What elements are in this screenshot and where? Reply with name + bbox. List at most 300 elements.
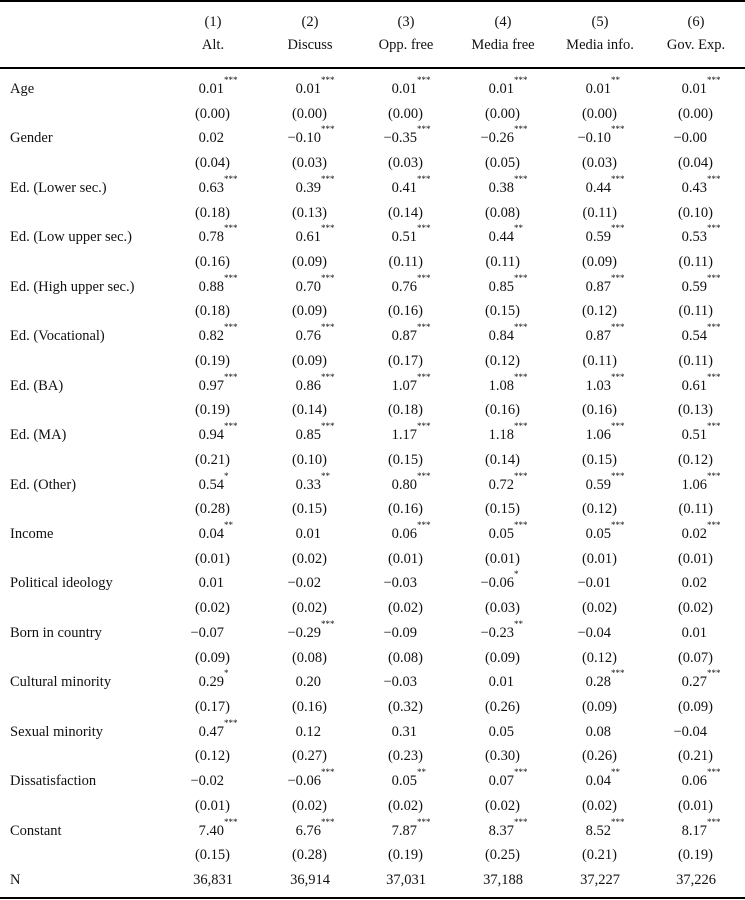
significance-stars: *** (514, 371, 528, 382)
coefficient-cell (585, 519, 625, 542)
standard-error-cell: (0.03) (291, 155, 327, 172)
coefficient-value: 0.61 (681, 377, 707, 394)
coefficient-value: 0.01 (585, 81, 611, 97)
coefficient-value: 0.85 (488, 278, 514, 295)
significance-stars: * (514, 569, 519, 580)
significance-stars: *** (707, 421, 721, 432)
coefficient-value: 0.85 (295, 427, 321, 444)
coefficient-cell (287, 575, 321, 591)
coefficient-cell (585, 668, 625, 691)
coefficient-cell (198, 668, 229, 691)
standard-error-cell: (0.15) (581, 451, 617, 468)
significance-stars: *** (224, 816, 238, 827)
significance-stars: ** (611, 767, 620, 778)
coefficient-value: 0.61 (295, 229, 321, 246)
significance-stars: ** (224, 519, 233, 530)
coefficient-value: 0.29 (198, 674, 224, 691)
standard-error-cell: (0.11) (582, 204, 617, 221)
coefficient-value: 0.01 (198, 575, 224, 592)
significance-stars: *** (611, 668, 625, 679)
coefficient-cell (586, 724, 611, 740)
coefficient-cell (295, 272, 335, 295)
coefficient-value: 0.59 (585, 476, 611, 493)
coefficient-cell (681, 223, 721, 246)
coefficient-value: 0.06 (391, 525, 417, 542)
coefficient-cell (585, 816, 625, 839)
standard-error-cell: (0.18) (194, 303, 230, 320)
coefficient-value: 0.01 (681, 81, 707, 97)
coefficient-value: 0.41 (391, 179, 417, 196)
significance-stars: *** (611, 223, 625, 234)
coefficient-cell (681, 173, 721, 196)
coefficient-value: 0.01 (295, 525, 321, 542)
coefficient-cell (392, 724, 417, 740)
coefficient-cell (198, 272, 238, 295)
standard-error-cell: (0.11) (678, 254, 713, 271)
column-label: Alt. (201, 37, 225, 53)
coefficient-value: −0.03 (383, 674, 417, 691)
coefficient-value: 0.44 (585, 179, 611, 196)
coefficient-value: 0.20 (295, 674, 321, 691)
standard-error-cell: (0.27) (291, 748, 327, 765)
coefficient-cell (585, 767, 620, 790)
coefficient-value: 0.78 (198, 229, 224, 246)
observations-cell: 36,914 (290, 872, 330, 889)
coefficient-cell (190, 625, 224, 641)
standard-error-cell: (0.01) (194, 550, 230, 567)
standard-error-cell: (0.12) (581, 501, 617, 518)
standard-error-cell: (0.15) (291, 501, 327, 518)
coefficient-cell (198, 519, 233, 542)
coefficient-cell (681, 767, 721, 790)
coefficient-cell (190, 773, 224, 789)
column-label: Media info. (566, 37, 634, 53)
coefficient-value: 0.59 (585, 229, 611, 246)
coefficient-cell (198, 816, 238, 839)
coefficient-cell (198, 322, 238, 345)
coefficient-cell (585, 421, 625, 444)
coefficient-cell (295, 75, 335, 97)
standard-error-cell: (0.03) (387, 155, 423, 172)
standard-error-cell: (0.16) (291, 699, 327, 715)
coefficient-value: 0.87 (585, 328, 611, 345)
coefficient-value: 0.33 (295, 476, 321, 493)
significance-stars: *** (611, 421, 625, 432)
standard-error-cell: (0.00) (581, 105, 617, 122)
standard-error-cell: (0.21) (194, 451, 230, 468)
coefficient-cell (488, 272, 528, 295)
coefficient-cell (681, 371, 721, 394)
significance-stars: *** (707, 223, 721, 234)
standard-error-cell: (0.11) (582, 352, 617, 369)
row-label: Dissatisfaction (10, 773, 97, 790)
coefficient-value: 0.44 (488, 229, 514, 246)
coefficient-cell (681, 816, 721, 839)
bottom-rule (0, 897, 745, 899)
coefficient-cell (391, 173, 431, 196)
significance-stars: *** (514, 124, 528, 135)
row-label: Gender (10, 130, 53, 147)
standard-error-cell: (0.01) (677, 550, 713, 567)
standard-error-cell: (0.14) (387, 204, 423, 221)
standard-error-cell: (0.02) (387, 600, 423, 617)
coefficient-cell (585, 371, 625, 394)
coefficient-value: 0.02 (681, 525, 707, 542)
standard-error-cell: (0.23) (387, 748, 423, 765)
coefficient-cell (488, 767, 528, 790)
coefficient-value: 0.80 (391, 476, 417, 493)
coefficient-value: −0.23 (480, 624, 514, 641)
significance-stars: *** (514, 75, 528, 85)
column-label: Gov. Exp. (666, 37, 726, 53)
column-number: (4) (494, 14, 512, 30)
standard-error-cell: (0.21) (581, 847, 617, 864)
standard-error-cell: (0.01) (387, 550, 423, 567)
significance-stars: *** (514, 767, 528, 778)
header-rule (0, 67, 745, 69)
significance-stars: *** (611, 519, 625, 530)
coefficient-value: 0.82 (198, 328, 224, 345)
standard-error-cell: (0.25) (484, 847, 520, 864)
coefficient-cell (295, 322, 335, 345)
significance-stars: *** (321, 371, 335, 382)
coefficient-value: 0.02 (681, 575, 707, 592)
coefficient-cell (198, 223, 238, 246)
standard-error-cell: (0.00) (484, 105, 520, 122)
coefficient-value: 0.70 (295, 278, 321, 295)
significance-stars: *** (611, 173, 625, 184)
standard-error-cell: (0.03) (484, 600, 520, 617)
significance-stars: ** (417, 767, 426, 778)
significance-stars: *** (514, 322, 528, 333)
standard-error-cell: (0.12) (581, 303, 617, 320)
coefficient-value: 0.87 (585, 278, 611, 295)
significance-stars: *** (707, 816, 721, 827)
coefficient-cell (585, 75, 620, 97)
coefficient-cell (391, 322, 431, 345)
standard-error-cell: (0.00) (677, 105, 713, 122)
significance-stars: *** (417, 124, 431, 135)
coefficient-cell (295, 816, 335, 839)
standard-error-cell: (0.04) (194, 155, 230, 172)
coefficient-cell (383, 625, 417, 641)
significance-stars: *** (224, 421, 238, 432)
column-number: (6) (687, 14, 705, 30)
significance-stars: *** (514, 421, 528, 432)
coefficient-cell (198, 421, 238, 444)
significance-stars: *** (224, 371, 238, 382)
coefficient-cell (198, 470, 229, 493)
coefficient-cell (681, 75, 721, 97)
significance-stars: *** (611, 816, 625, 827)
standard-error-cell: (0.11) (388, 254, 423, 271)
standard-error-cell: (0.12) (581, 649, 617, 666)
coefficient-value: −0.00 (673, 130, 707, 147)
standard-error-cell: (0.09) (484, 649, 520, 666)
standard-error-cell: (0.16) (194, 254, 230, 271)
coefficient-value: 0.04 (585, 773, 611, 790)
standard-error-cell: (0.10) (291, 451, 327, 468)
row-label: Political ideology (10, 575, 113, 592)
coefficient-value: 8.37 (488, 822, 514, 839)
coefficient-value: 0.76 (295, 328, 321, 345)
coefficient-value: 0.08 (585, 723, 611, 740)
standard-error-cell: (0.01) (581, 550, 617, 567)
coefficient-cell (681, 668, 721, 691)
standard-error-cell: (0.00) (291, 105, 327, 122)
significance-stars: *** (321, 272, 335, 283)
coefficient-cell (295, 371, 335, 394)
standard-error-cell: (0.09) (581, 699, 617, 715)
coefficient-cell (391, 223, 431, 246)
standard-error-cell: (0.05) (484, 155, 520, 172)
coefficient-value: 0.04 (198, 525, 224, 542)
significance-stars: *** (514, 816, 528, 827)
coefficient-cell (296, 724, 321, 740)
row-label: Ed. (Other) (10, 476, 77, 493)
coefficient-value: 0.05 (488, 525, 514, 542)
coefficient-value: 1.08 (488, 377, 514, 394)
standard-error-cell: (0.04) (677, 155, 713, 172)
coefficient-cell (682, 625, 707, 641)
row-label: Ed. (BA) (10, 377, 64, 394)
top-rule (0, 0, 745, 2)
coefficient-cell (198, 75, 238, 97)
coefficient-cell (480, 569, 519, 592)
standard-error-cell: (0.09) (291, 254, 327, 271)
coefficient-cell (488, 470, 528, 493)
standard-error-cell: (0.28) (194, 501, 230, 518)
coefficient-cell (287, 618, 335, 641)
coefficient-value: 0.59 (681, 278, 707, 295)
standard-error-cell: (0.11) (485, 254, 520, 271)
coefficient-value: 8.52 (585, 822, 611, 839)
coefficient-cell (383, 674, 417, 690)
standard-error-cell: (0.00) (194, 105, 230, 122)
coefficient-cell (391, 371, 431, 394)
standard-error-cell: (0.12) (194, 748, 230, 765)
observations-cell: 36,831 (193, 872, 233, 889)
standard-error-cell: (0.16) (387, 501, 423, 518)
significance-stars: *** (611, 322, 625, 333)
coefficient-value: 0.01 (198, 81, 224, 97)
standard-error-cell: (0.28) (291, 847, 327, 864)
coefficient-cell (199, 575, 224, 591)
significance-stars: *** (707, 767, 721, 778)
standard-error-cell: (0.14) (291, 402, 327, 419)
observations-cell: 37,226 (676, 872, 716, 889)
coefficient-value: 1.06 (681, 476, 707, 493)
coefficient-value: 0.43 (681, 179, 707, 196)
standard-error-cell: (0.26) (484, 699, 520, 715)
coefficient-cell (488, 223, 523, 246)
coefficient-cell (488, 519, 528, 542)
coefficient-value: −0.02 (190, 773, 224, 790)
significance-stars: *** (321, 322, 335, 333)
column-number: (2) (301, 14, 319, 30)
coefficient-value: 0.87 (391, 328, 417, 345)
standard-error-cell: (0.01) (194, 797, 230, 814)
significance-stars: *** (224, 75, 238, 85)
coefficient-cell (673, 724, 707, 740)
coefficient-cell (585, 470, 625, 493)
standard-error-cell: (0.09) (291, 303, 327, 320)
coefficient-value: 0.54 (198, 476, 224, 493)
standard-error-cell: (0.13) (291, 204, 327, 221)
standard-error-cell: (0.21) (677, 748, 713, 765)
standard-error-cell: (0.09) (581, 254, 617, 271)
significance-stars: *** (514, 470, 528, 481)
significance-stars: *** (707, 371, 721, 382)
row-label: Sexual minority (10, 723, 104, 740)
coefficient-cell (199, 130, 224, 146)
coefficient-value: 0.05 (488, 723, 514, 740)
standard-error-cell: (0.16) (387, 303, 423, 320)
coefficient-value: 0.01 (681, 624, 707, 641)
coefficient-cell (480, 124, 528, 147)
standard-error-cell: (0.19) (677, 847, 713, 864)
coefficient-cell (681, 519, 721, 542)
coefficient-value: 0.51 (391, 229, 417, 246)
significance-stars: *** (514, 519, 528, 530)
coefficient-cell (488, 75, 528, 97)
standard-error-cell: (0.11) (678, 303, 713, 320)
column-label: Discuss (287, 37, 333, 53)
standard-error-cell: (0.12) (677, 451, 713, 468)
coefficient-value: −0.01 (577, 575, 611, 592)
significance-stars: *** (224, 322, 238, 333)
coefficient-cell (480, 618, 523, 641)
significance-stars: *** (321, 124, 335, 135)
significance-stars: *** (417, 421, 431, 432)
coefficient-cell (391, 470, 431, 493)
standard-error-cell: (0.18) (194, 204, 230, 221)
significance-stars: *** (321, 75, 335, 85)
standard-error-cell: (0.02) (291, 797, 327, 814)
standard-error-cell: (0.26) (581, 748, 617, 765)
coefficient-value: 0.05 (391, 773, 417, 790)
coefficient-cell (287, 124, 335, 147)
coefficient-cell (681, 470, 721, 493)
coefficient-value: 0.07 (488, 773, 514, 790)
row-label-n: N (10, 872, 21, 889)
coefficient-cell (295, 421, 335, 444)
coefficient-value: 0.01 (391, 81, 417, 97)
significance-stars: *** (707, 272, 721, 283)
significance-stars: *** (611, 272, 625, 283)
coefficient-cell (383, 575, 417, 591)
significance-stars: *** (611, 124, 625, 135)
column-number: (5) (591, 14, 609, 30)
significance-stars: * (224, 470, 229, 481)
coefficient-value: 0.28 (585, 674, 611, 691)
standard-error-cell: (0.02) (581, 797, 617, 814)
coefficient-value: 0.27 (681, 674, 707, 691)
standard-error-cell: (0.17) (194, 699, 230, 715)
coefficient-cell (391, 767, 426, 790)
standard-error-cell: (0.17) (387, 352, 423, 369)
coefficient-cell (577, 124, 625, 147)
coefficient-cell (296, 526, 321, 542)
significance-stars: *** (321, 173, 335, 184)
standard-error-cell: (0.09) (194, 649, 230, 666)
significance-stars: *** (707, 470, 721, 481)
significance-stars: *** (611, 470, 625, 481)
coefficient-value: 1.03 (585, 377, 611, 394)
significance-stars: *** (321, 816, 335, 827)
coefficient-value: 0.38 (488, 179, 514, 196)
coefficient-value: −0.10 (287, 130, 321, 147)
coefficient-value: −0.10 (577, 130, 611, 147)
coefficient-value: −0.06 (287, 773, 321, 790)
coefficient-value: 0.01 (295, 81, 321, 97)
coefficient-value: 0.86 (295, 377, 321, 394)
coefficient-value: 0.84 (488, 328, 514, 345)
standard-error-cell: (0.10) (677, 204, 713, 221)
observations-cell: 37,031 (386, 872, 426, 889)
standard-error-cell: (0.15) (484, 501, 520, 518)
coefficient-value: 0.63 (198, 179, 224, 196)
significance-stars: *** (707, 322, 721, 333)
coefficient-cell (682, 575, 707, 591)
standard-error-cell: (0.15) (387, 451, 423, 468)
standard-error-cell: (0.30) (484, 748, 520, 765)
row-label: Ed. (MA) (10, 427, 67, 444)
significance-stars: *** (224, 223, 238, 234)
standard-error-cell: (0.02) (291, 550, 327, 567)
coefficient-value: 0.01 (488, 674, 514, 691)
significance-stars: ** (321, 470, 330, 481)
row-label: Ed. (Low upper sec.) (10, 229, 132, 246)
coefficient-cell (585, 322, 625, 345)
significance-stars: *** (321, 223, 335, 234)
coefficient-cell (391, 519, 431, 542)
coefficient-cell (681, 421, 721, 444)
column-label: Media free (471, 37, 535, 53)
standard-error-cell: (0.15) (194, 847, 230, 864)
coefficient-cell (198, 371, 238, 394)
standard-error-cell: (0.07) (677, 649, 713, 666)
coefficient-cell (577, 575, 611, 591)
coefficient-value: 1.07 (391, 377, 417, 394)
significance-stars: ** (514, 223, 523, 234)
coefficient-value: 0.02 (198, 130, 224, 147)
standard-error-cell: (0.08) (291, 649, 327, 666)
coefficient-value: 6.76 (295, 822, 321, 839)
coefficient-cell (585, 173, 625, 196)
coefficient-value: −0.04 (577, 624, 611, 641)
coefficient-cell (295, 223, 335, 246)
significance-stars: *** (707, 75, 721, 85)
standard-error-cell: (0.32) (387, 699, 423, 715)
coefficient-cell (391, 75, 431, 97)
significance-stars: *** (514, 272, 528, 283)
significance-stars: *** (224, 272, 238, 283)
standard-error-cell: (0.13) (677, 402, 713, 419)
standard-error-cell: (0.09) (291, 352, 327, 369)
significance-stars: *** (417, 519, 431, 530)
coefficient-cell (585, 223, 625, 246)
standard-error-cell: (0.02) (677, 600, 713, 617)
standard-error-cell: (0.19) (194, 352, 230, 369)
standard-error-cell: (0.08) (484, 204, 520, 221)
coefficient-cell (198, 173, 238, 196)
significance-stars: *** (514, 173, 528, 184)
coefficient-value: −0.03 (383, 575, 417, 592)
significance-stars: *** (707, 668, 721, 679)
standard-error-cell: (0.08) (387, 649, 423, 666)
coefficient-cell (488, 816, 528, 839)
